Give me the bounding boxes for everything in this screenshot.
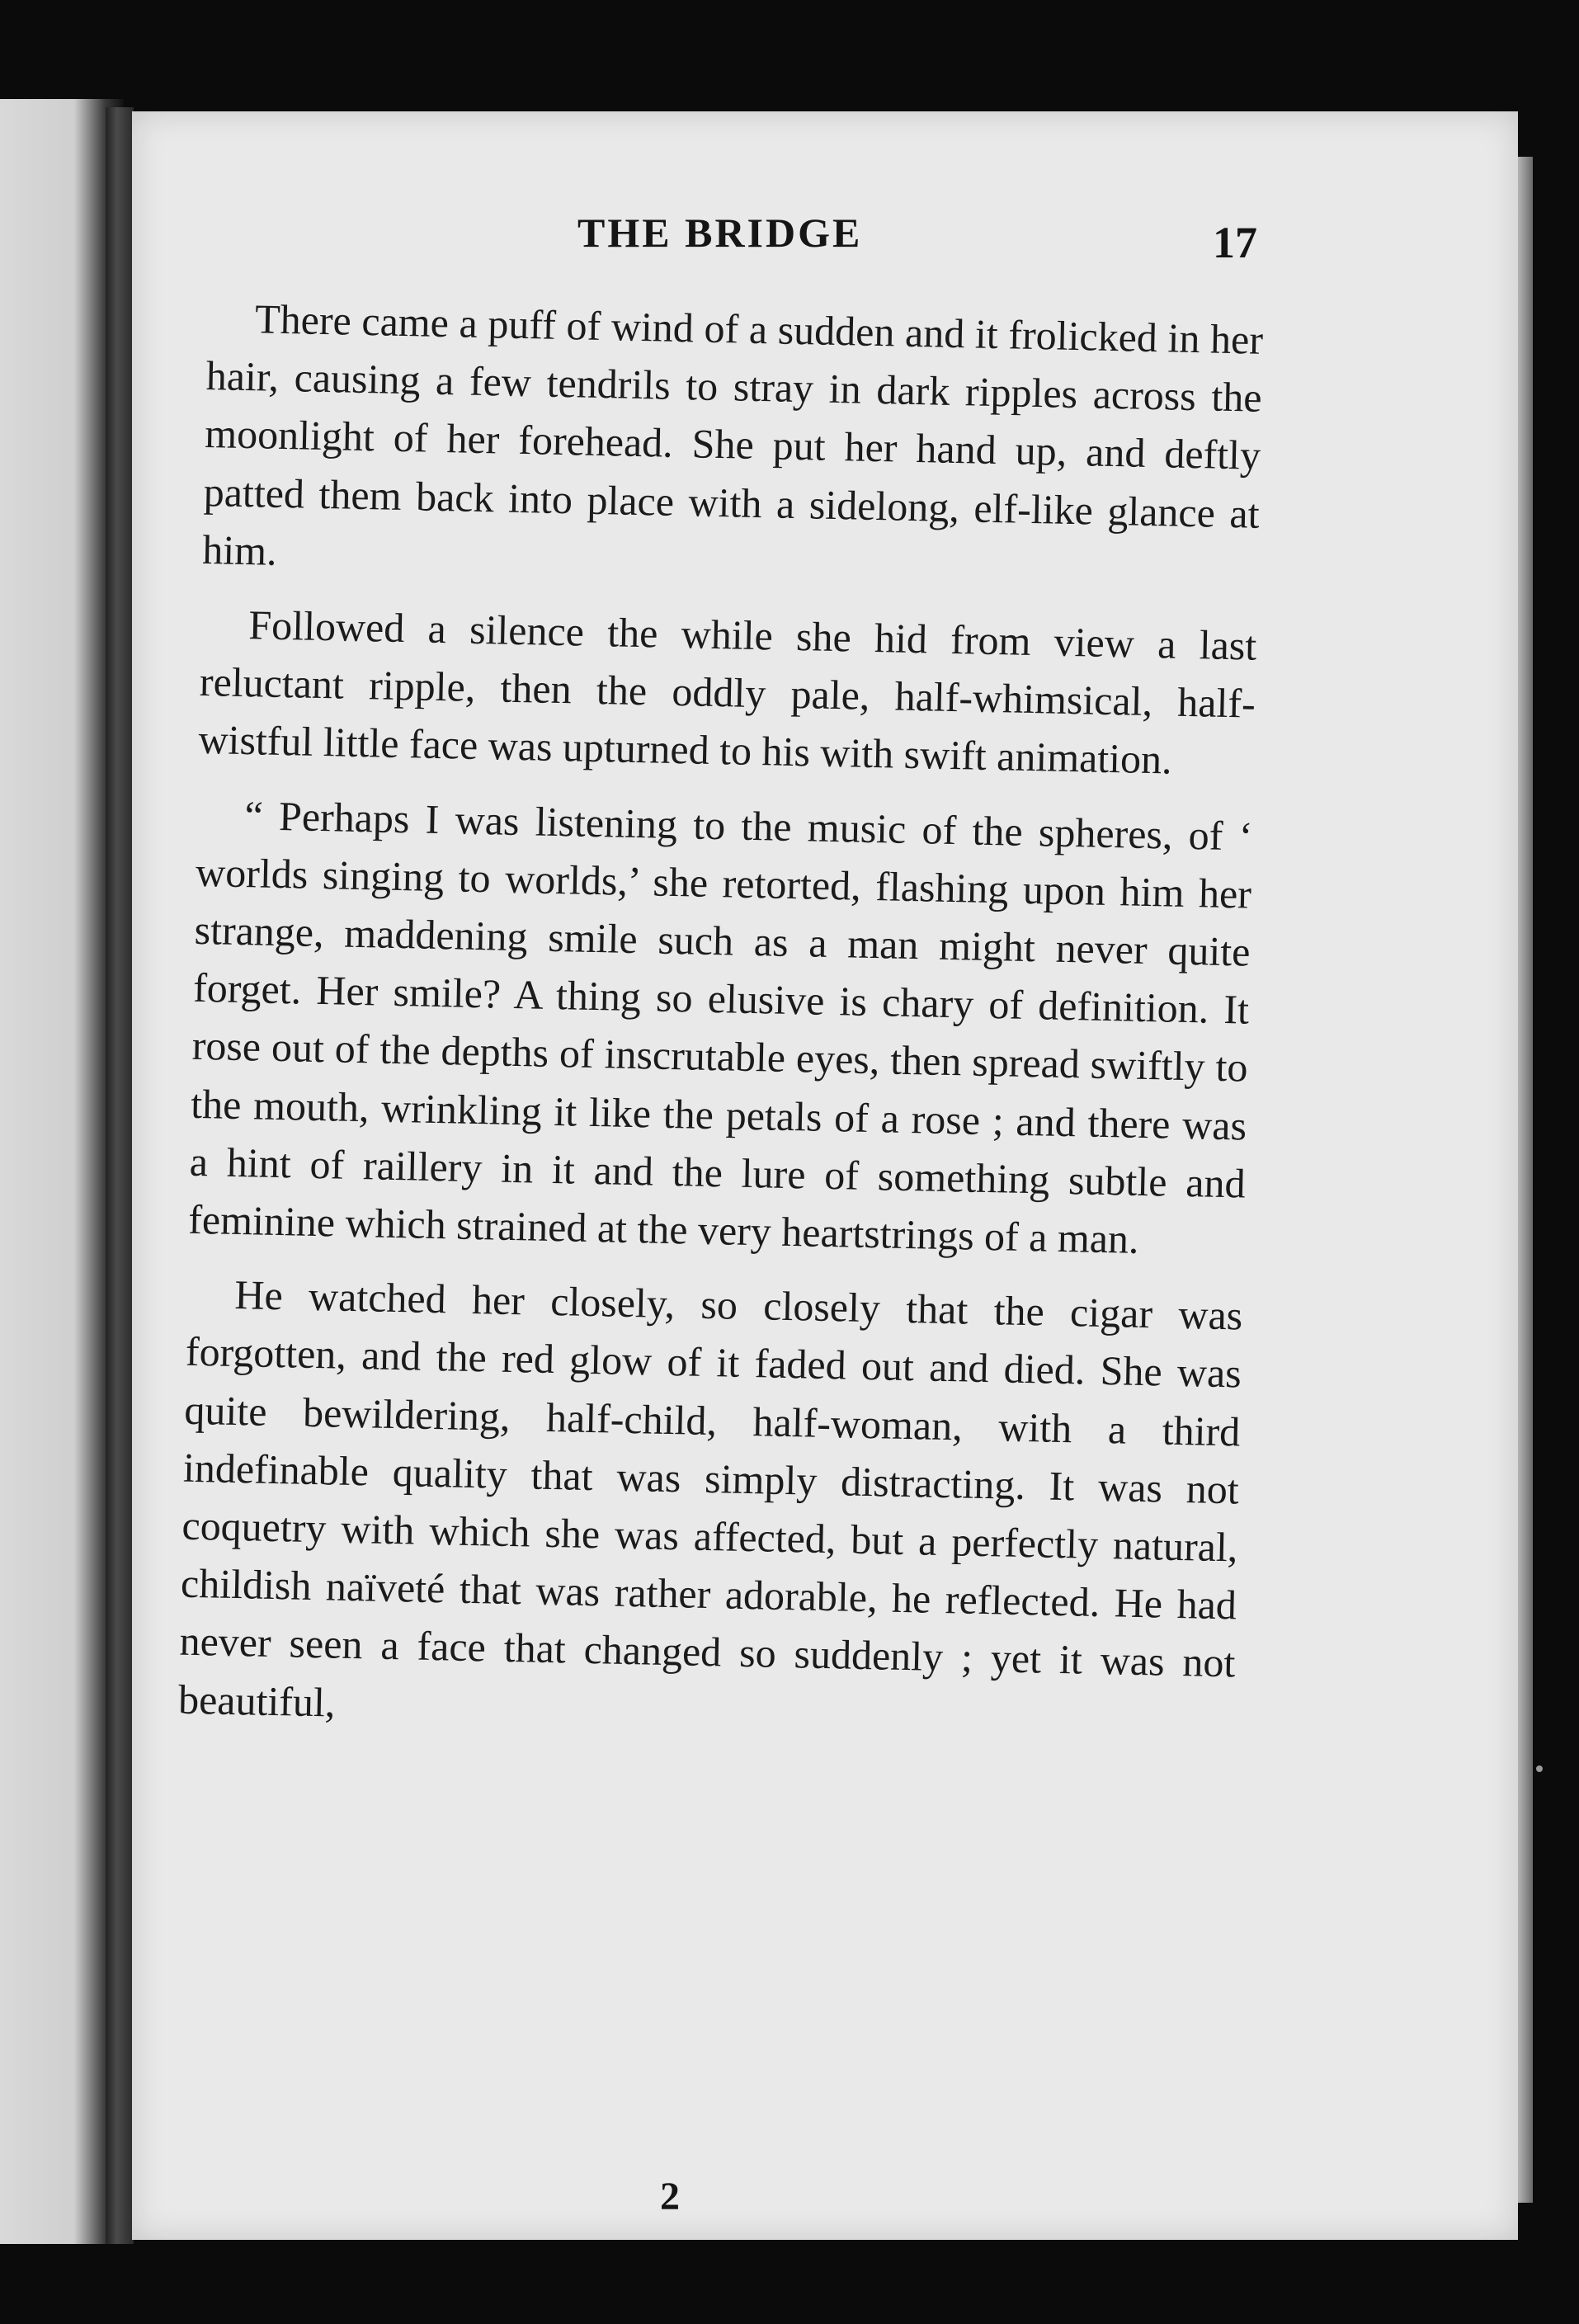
paragraph-4: He watched her closely, so closely that the cigar was forgotten, and the red glow of it faded out and died. She was quite bewildering, half-child, half-woman, with a third indefinable quality that was simply distracting. It was not coquetry with which she was affected, but a perfectly natural, childish naïveté that was rather adorable, he reflected. He had never seen a face that changed so suddenly ; yet it was not beautiful, (177, 1271, 1243, 1726)
page-stack-edge (1516, 157, 1533, 2203)
signature-mark: 2 (660, 2175, 680, 2218)
paragraph-3: “ Perhaps I was listening to the music of the spheres, of ‘ worlds singing to worlds,’ she retorted, flashing upon him her strange, maddening smile such as a man might never quite forget. Her smile? A thing so elusive is chary of definition. It rose out of the depths of inscrutable eyes, then spread swiftly to the mouth, wrinkling it like the petals of a rose ; and there was a hint of raillery in it and the lure of something subtle and feminine which strained at the very heartstrings of a man. (187, 791, 1253, 1262)
page-number: 17 (1213, 218, 1257, 267)
scan-speck (1536, 1765, 1543, 1772)
running-head-title: THE BRIDGE (577, 210, 863, 256)
paragraph-1: There came a puff of wind of a sudden and it frolicked in her hair, causing a few tendrils to stray in dark ripples across the moonlight of her forehead. She put her hand up, and deftly patted them back into place with a sidelong, elf-like glance at him. (201, 295, 1264, 574)
paragraph-2: Followed a silence the while she hid from view a last reluctant ripple, then the oddly pale, half-whimsical, half-wistful little face was upturned to his with swift animation. (197, 601, 1257, 784)
book-gutter (106, 107, 134, 2244)
book-page (132, 111, 1518, 2240)
body-text (177, 289, 1264, 1766)
